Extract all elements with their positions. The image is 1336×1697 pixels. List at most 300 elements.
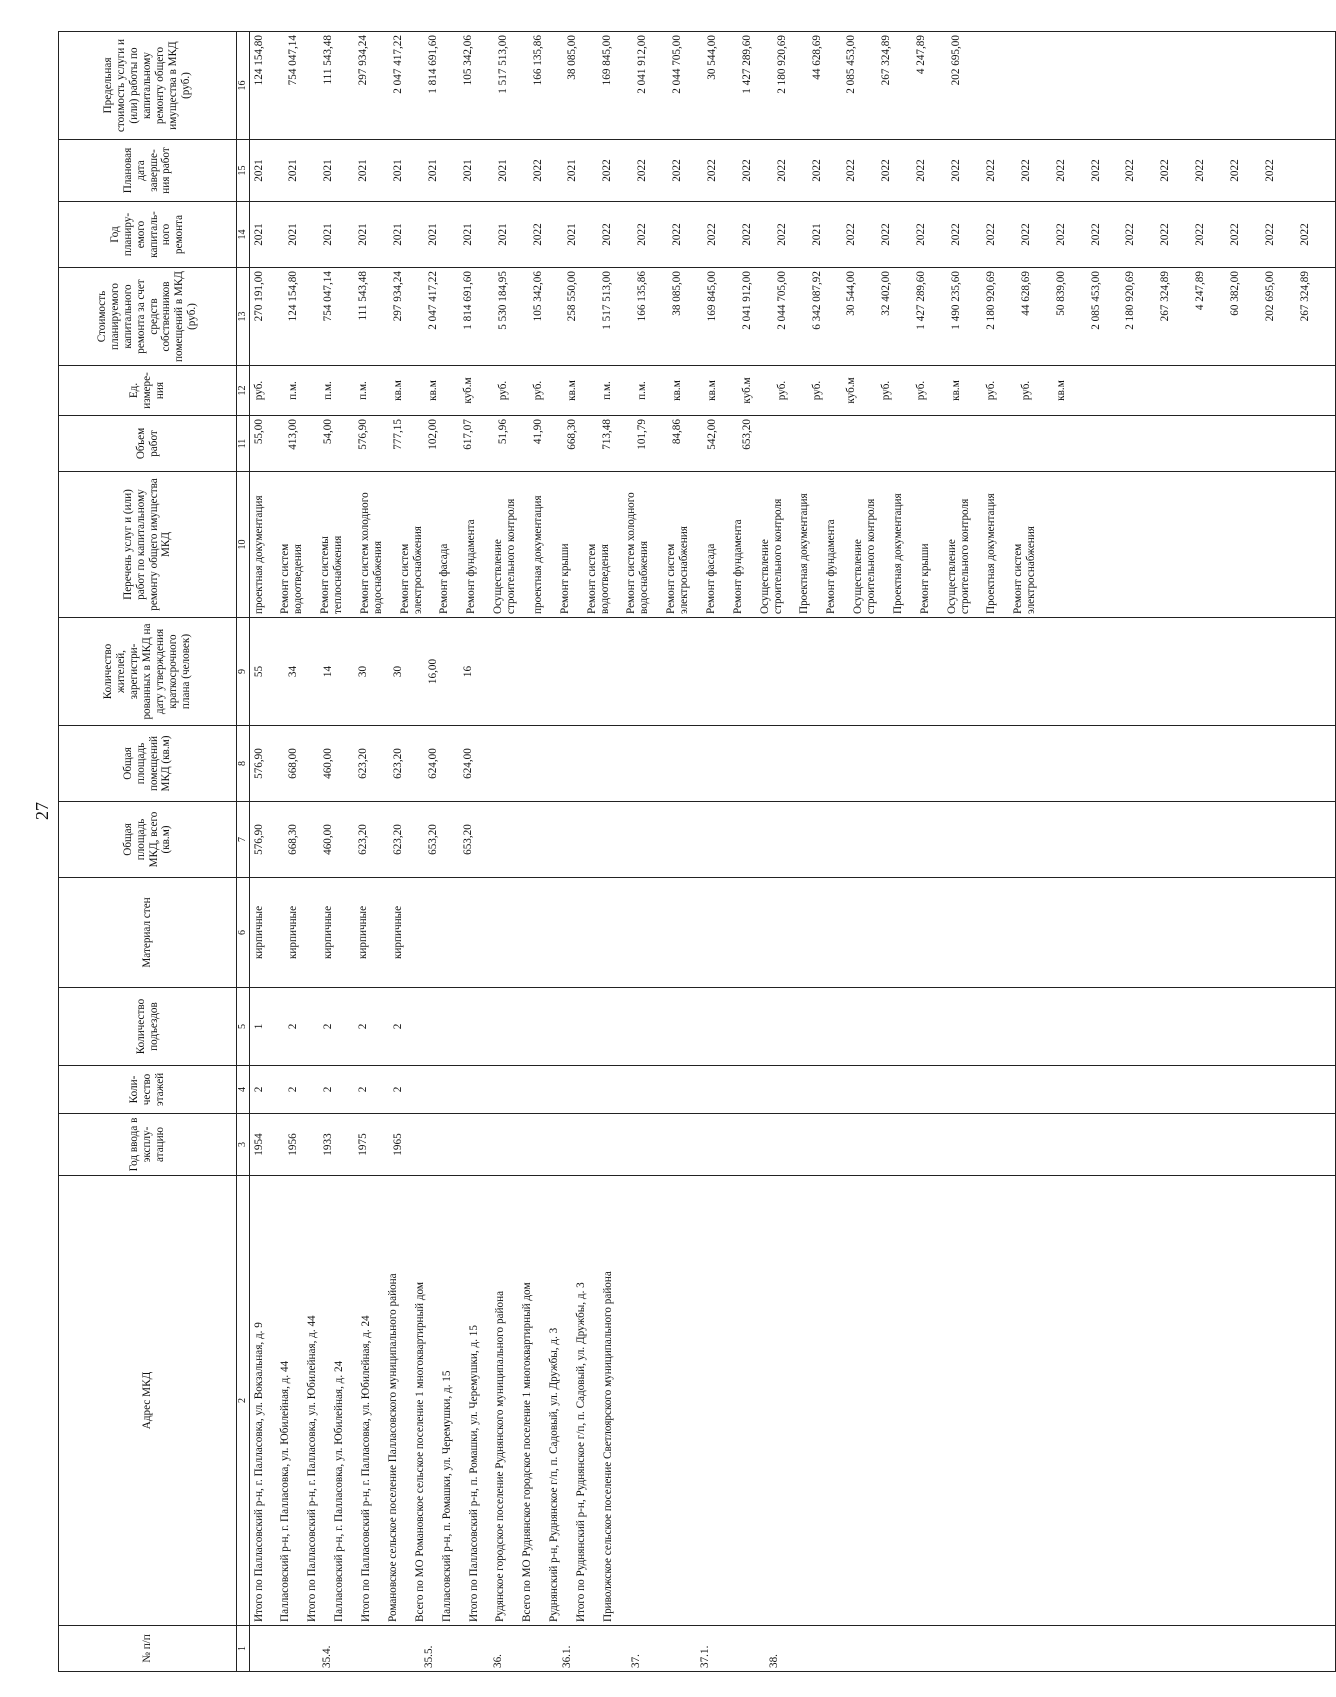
cell-value: 2022: [636, 223, 649, 246]
cell-value: 35.5.: [423, 1645, 436, 1668]
cell-value: Итого по Палласовский р-н, г. Палласовка, ул. Юбилейная, д. 24: [360, 1315, 372, 1622]
cell-value: 2022: [1124, 159, 1137, 182]
cell-value: 653,20: [461, 824, 474, 855]
column-number: 9: [237, 618, 250, 726]
cell-value: 35.4.: [320, 1645, 333, 1668]
cost-column: [249, 268, 1335, 366]
cell-value: 623,20: [392, 824, 404, 855]
cell-value: 37.1.: [698, 1645, 711, 1668]
cell-value: 34: [287, 665, 300, 678]
cell-value: 297 934,24: [392, 271, 404, 322]
premises-area-column: [249, 726, 1335, 802]
cell-value: 2022: [810, 159, 823, 182]
cell-value: Приволжское сельское поселение Светлоярского муниципального района: [601, 1271, 614, 1622]
cell-value: 202 695,00: [1263, 271, 1276, 322]
cell-value: [458, 1629, 470, 1668]
column-number: 14: [237, 202, 250, 268]
cell-value: 2: [322, 1086, 335, 1093]
cell-value: 623,20: [357, 748, 370, 779]
cell-value: 41,90: [531, 419, 544, 445]
cell-value: 2022: [740, 223, 753, 246]
cell-value: 2022: [775, 223, 788, 246]
cell-value: 2022: [531, 159, 544, 182]
cell-value: Романовское сельское поселение Палласовского муниципального района: [386, 1273, 399, 1622]
cell-value: Ремонт фасада: [438, 543, 451, 614]
cell-value: 623,20: [392, 748, 404, 779]
cell-value: 576,90: [357, 419, 370, 450]
cell-value: 2022: [880, 223, 893, 246]
entrances-column: [249, 988, 1335, 1066]
column-number-row: [237, 32, 250, 1672]
cell-value: 542,00: [705, 419, 718, 450]
cell-value: кирпичные: [392, 905, 404, 960]
cell-value: 258 550,00: [566, 271, 579, 322]
cell-value: руб.: [775, 380, 788, 401]
total-area-column: [249, 802, 1335, 878]
cell-value: 111 543,48: [357, 271, 370, 321]
cell-value: кв.м: [671, 380, 683, 401]
cell-value: 4 247,89: [1194, 271, 1207, 311]
cell-value: Ремонт фасада: [704, 543, 717, 614]
cell-value: кв.м: [705, 380, 718, 401]
cell-value: 2022: [1159, 159, 1172, 182]
cell-value: 624,00: [461, 748, 474, 779]
cell-value: 1 427 289,60: [915, 271, 928, 330]
cell-value: 267 324,89: [1159, 271, 1172, 322]
cell-value: 2022: [740, 159, 753, 182]
cell-value: 460,00: [322, 824, 335, 855]
table-body-row: [249, 32, 1335, 1672]
cell-value: 44 628,69: [810, 35, 823, 80]
completion-date-column: [249, 140, 1335, 202]
cell-value: 5 530 184,95: [496, 271, 509, 330]
cell-value: 1 814 691,60: [461, 271, 474, 330]
cell-value: 1 490 235,60: [950, 271, 962, 330]
cell-value: Осуществление строительного контроля: [852, 498, 877, 614]
cell-value: Осуществление строительного контроля: [758, 498, 784, 614]
cell-value: 1 427 289,60: [740, 35, 753, 94]
cell-value: 2021: [392, 159, 404, 182]
cell-value: 1 517 513,00: [496, 35, 509, 94]
cell-value: 713,48: [601, 419, 614, 450]
cell-value: Ремонт систем электроснабжения: [665, 526, 690, 614]
cell-value: [665, 1629, 677, 1668]
cell-value: 2 044 705,00: [775, 271, 788, 330]
cell-value: 2 180 920,69: [1124, 271, 1137, 330]
floors-column: [249, 1066, 1335, 1114]
cell-value: 2021: [426, 159, 439, 182]
cell-value: 2: [287, 1086, 300, 1093]
cell-value: кв.м: [1054, 380, 1067, 401]
cell-value: Палласовский р-н, г. Палласовка, ул. Юбилейная, д. 24: [333, 1360, 346, 1622]
cell-value: 297 934,24: [357, 35, 370, 86]
cell-value: 202 695,00: [950, 35, 962, 86]
cell-value: 102,00: [426, 419, 439, 450]
cell-value: кирпичные: [322, 905, 335, 960]
cell-value: 1975: [357, 1133, 370, 1156]
header-cell: Плановая дата заверше-ния работ: [59, 140, 237, 202]
cell-value: 2022: [671, 159, 683, 182]
cell-value: 2021: [322, 223, 335, 246]
cell-value: куб.м: [740, 377, 753, 404]
cell-value: кв.м: [426, 380, 439, 401]
capital-repair-plan-table-page: [58, 32, 1311, 1672]
cell-value: 2021: [252, 223, 265, 246]
cell-value: 2021: [287, 223, 300, 246]
cell-value: 2022: [1019, 159, 1032, 182]
cell-value: руб.: [880, 380, 893, 401]
cell-value: 38 085,00: [566, 35, 579, 80]
cell-value: 2022: [1019, 223, 1032, 246]
cell-value: 576,90: [252, 748, 265, 779]
cell-value: 2022: [1194, 159, 1207, 182]
cell-value: Итого по Палласовский р-н, г. Палласовка, ул. Вокзальная, д. 9: [252, 1322, 265, 1622]
cell-value: руб.: [496, 380, 509, 401]
header-cell: Адрес МКД: [59, 1176, 237, 1626]
cell-value: 2022: [601, 223, 614, 246]
cell-value: Ремонт систем электроснабжения: [398, 526, 424, 614]
column-number: 12: [237, 366, 250, 416]
cell-value: руб.: [984, 380, 997, 401]
column-number: 5: [237, 988, 250, 1066]
cell-value: кирпичные: [252, 905, 265, 960]
header-cell: Коли-чество этажей: [59, 1066, 237, 1114]
cell-value: 267 324,89: [1298, 271, 1311, 322]
cell-value: 2022: [636, 159, 649, 182]
cell-value: Осуществление строительного контроля: [492, 498, 517, 614]
cell-value: [355, 1629, 367, 1668]
column-number: 1: [237, 1626, 250, 1672]
header-cell: Перечень услуг и (или) работ по капитальному ремонту общего имущества МКД: [59, 472, 237, 618]
cell-value: 2 041 912,00: [740, 271, 753, 330]
cell-value: 754 047,14: [287, 35, 300, 86]
cell-value: [389, 1629, 401, 1668]
cell-value: Ремонт фундамента: [731, 519, 744, 614]
cell-value: 2021: [461, 223, 474, 246]
cell-value: Рудянское городское поселение Руднянского муниципального района: [494, 1290, 507, 1622]
cell-value: 653,20: [740, 419, 753, 450]
cell-value: 2022: [1263, 223, 1276, 246]
cell-value: 2: [392, 1086, 404, 1093]
cell-value: 2022: [915, 159, 928, 182]
cell-value: 2: [252, 1086, 265, 1093]
cell-value: 101,79: [636, 419, 649, 450]
cell-value: 2022: [1054, 223, 1067, 246]
cell-value: 754 047,14: [322, 271, 335, 322]
cell-value: 14: [322, 665, 335, 678]
cell-value: 2022: [984, 159, 997, 182]
cell-value: 51,96: [496, 419, 509, 445]
cell-value: Ремонт фундамента: [465, 519, 478, 614]
cell-value: 1 517 513,00: [601, 271, 614, 330]
cell-value: 124 154,80: [287, 271, 300, 322]
header-cell: Год ввода в эксплу-атацию: [59, 1114, 237, 1176]
cell-value: 623,20: [357, 824, 370, 855]
cell-value: 2021: [252, 159, 265, 182]
cell-value: руб.: [531, 380, 544, 401]
header-cell: Количество подъездов: [59, 988, 237, 1066]
address-column: [249, 1176, 1335, 1626]
cell-value: 2: [392, 1023, 404, 1030]
cell-value: руб.: [810, 380, 823, 401]
cell-value: 2022: [1298, 223, 1311, 246]
cell-value: 2022: [1089, 223, 1102, 246]
header-cell: Ед. измере-ния: [59, 366, 237, 416]
cell-value: 1933: [322, 1133, 335, 1156]
cell-value: кв.м: [566, 380, 579, 401]
cell-value: п.м.: [287, 381, 300, 400]
column-number: 4: [237, 1066, 250, 1114]
cell-value: 124 154,80: [252, 35, 265, 86]
page-number: 27: [32, 802, 52, 820]
cell-value: 267 324,89: [880, 35, 893, 86]
cell-value: 4 247,89: [915, 35, 928, 75]
cell-value: 2 085 453,00: [845, 35, 858, 94]
cell-value: Итого по Руднянский р-н, Руднянское г/п, п. Садовый, ул. Дружбы, д. 3: [575, 1282, 587, 1622]
cell-value: [253, 1629, 265, 1668]
cell-value: 1956: [287, 1133, 300, 1156]
cell-value: 2: [322, 1023, 335, 1030]
cell-value: проектная документация: [531, 495, 544, 614]
works-list-column: [249, 472, 1335, 618]
header-cell: Стоимость планируемого капитального ремонта за счет средств собственников помещений в МКД (руб.): [59, 268, 237, 366]
cell-value: 2021: [566, 159, 579, 182]
cell-value: 169 845,00: [601, 35, 614, 86]
cell-value: 166 135,86: [531, 35, 544, 86]
header-cell: Год планиру-емого капиталь-ного ремонта: [59, 202, 237, 268]
cell-value: 653,20: [426, 824, 439, 855]
cell-value: Всего по МО Романовское сельское поселение 1 многоквартирный дом: [413, 1282, 426, 1622]
cell-value: кв.м: [392, 380, 404, 401]
volume-column: [249, 416, 1335, 472]
cell-value: 30: [392, 665, 404, 678]
cell-value: 2021: [566, 223, 579, 246]
wall-material-column: [249, 878, 1335, 988]
cell-value: 16,00: [426, 658, 439, 685]
header-cell: Общая площадь МКД, всего (кв.м): [59, 802, 237, 878]
cell-value: 2021: [357, 159, 370, 182]
cell-value: 30 544,00: [845, 271, 858, 316]
cell-value: 1 814 691,60: [426, 35, 439, 94]
cell-value: 30: [357, 665, 370, 678]
cell-value: 2 047 417,22: [426, 271, 439, 330]
cell-value: 2022: [1229, 223, 1241, 246]
column-number: 11: [237, 416, 250, 472]
cell-value: 84,86: [671, 419, 683, 445]
cell-value: Проектная документация: [891, 493, 904, 614]
header-cell: Общая площадь помещений МКД (кв.м): [59, 726, 237, 802]
cell-value: 6 342 087,92: [810, 271, 823, 330]
cell-value: руб.: [915, 380, 928, 401]
cell-value: 460,00: [322, 748, 335, 779]
cell-value: кв.м: [950, 380, 962, 401]
cell-value: [287, 1629, 299, 1668]
column-number: 16: [237, 32, 250, 140]
cell-value: 2021: [461, 159, 474, 182]
cell-value: 2022: [845, 159, 858, 182]
cell-value: 2 180 920,69: [984, 271, 997, 330]
cell-value: Ремонт систем холодного водоснабжения: [358, 492, 384, 614]
capital-repair-plan-table: [58, 31, 1336, 1672]
cell-value: 668,30: [287, 824, 300, 855]
cell-value: 624,00: [426, 748, 439, 779]
cell-value: 2022: [705, 159, 718, 182]
cell-value: Ремонт фундамента: [825, 519, 838, 614]
cell-value: Ремонт крыши: [918, 543, 931, 614]
column-number: 8: [237, 726, 250, 802]
cell-value: 111 543,48: [322, 35, 335, 85]
cell-value: 2: [357, 1023, 370, 1030]
cell-value: 55: [252, 665, 265, 678]
cell-value: Итого по Палласовский р-н, г. Палласовка, ул. Юбилейная, д. 44: [306, 1315, 319, 1622]
cell-value: 668,30: [566, 419, 579, 450]
cell-value: руб.: [1019, 380, 1032, 401]
cell-value: 2022: [705, 223, 718, 246]
cell-value: [596, 1629, 608, 1668]
cell-value: 55,00: [252, 419, 265, 445]
cell-value: 2022: [1263, 159, 1276, 182]
cell-value: п.м.: [636, 381, 649, 400]
header-cell: Материал стен: [59, 878, 237, 988]
cell-value: 50 839,00: [1054, 271, 1067, 316]
column-number: 15: [237, 140, 250, 202]
cell-value: 2022: [1194, 223, 1207, 246]
cell-value: 413,00: [287, 419, 300, 450]
cell-value: 2022: [1054, 159, 1067, 182]
cell-value: 32 402,00: [880, 271, 893, 316]
cell-value: 54,00: [322, 419, 335, 445]
cell-value: 576,90: [252, 824, 265, 855]
cell-value: Проектная документация: [985, 493, 998, 614]
cell-value: [734, 1629, 746, 1668]
column-number: 13: [237, 268, 250, 366]
cell-value: куб.м: [845, 377, 858, 404]
header-row: [59, 32, 237, 1672]
cell-value: 2021: [496, 159, 509, 182]
cell-value: 2 180 920,69: [775, 35, 788, 94]
cell-value: Ремонт систем электроснабжения: [1012, 526, 1038, 614]
cell-value: 2022: [950, 159, 962, 182]
cell-value: 2022: [775, 159, 788, 182]
column-number: 10: [237, 472, 250, 618]
repair-year-column: [249, 202, 1335, 268]
cell-value: 105 342,06: [461, 35, 474, 86]
cell-value: 36.1.: [561, 1645, 574, 1668]
cell-value: 37.: [630, 1654, 642, 1668]
cell-value: куб.м: [461, 377, 474, 404]
cell-value: 2021: [496, 223, 509, 246]
cell-value: 617,07: [461, 419, 474, 450]
cell-value: 2022: [601, 159, 614, 182]
cell-value: 16: [461, 665, 474, 678]
cell-value: 2022: [1124, 223, 1137, 246]
cell-value: 2021: [357, 223, 370, 246]
cell-value: 1954: [252, 1133, 265, 1156]
cell-value: 2022: [1159, 223, 1172, 246]
column-number: 6: [237, 878, 250, 988]
cell-value: 166 135,86: [636, 271, 649, 322]
cell-value: Ремонт систем водоотведения: [279, 543, 305, 614]
cell-value: 60 382,00: [1229, 271, 1241, 316]
header-cell: Предельная стоимость услуги и (или) работы по капитальному ремонту общего имущества в МКД (руб.): [59, 32, 237, 140]
cell-value: 1: [252, 1023, 265, 1030]
header-cell: № п/п: [59, 1626, 237, 1672]
cell-value: 38.: [767, 1654, 780, 1668]
cell-value: 2022: [915, 223, 928, 246]
cell-value: Ремонт систем холодного водоснабжения: [625, 492, 651, 614]
cell-value: Палласовский р-н, п. Ромашки, ул. Черемушки, д. 15: [440, 1370, 453, 1622]
cell-value: 2022: [671, 223, 683, 246]
cell-value: 2021: [426, 223, 439, 246]
cell-value: 2 047 417,22: [392, 35, 404, 94]
cell-value: 169 845,00: [705, 271, 718, 322]
cell-value: Ремонт систем водоотведения: [585, 543, 611, 614]
column-number: 2: [237, 1176, 250, 1626]
cell-value: 1965: [392, 1133, 404, 1156]
cell-value: 777,15: [392, 419, 404, 450]
cell-value: Всего по МО Руднянское городское поселение 1 многоквартирный дом: [521, 1282, 534, 1622]
cell-value: 2022: [531, 223, 544, 246]
cell-value: кирпичные: [357, 905, 370, 960]
cell-value: 2: [287, 1023, 300, 1030]
cell-value: кирпичные: [287, 905, 300, 960]
cell-value: Осуществление строительного контроля: [945, 498, 971, 614]
header-cell: Количество жителей, зарегистри-рованных в МКД на дату утверждения краткосрочного плана (человек): [59, 618, 237, 726]
cell-value: 2: [357, 1086, 370, 1093]
cell-value: проектная документация: [252, 495, 265, 614]
column-number: 7: [237, 802, 250, 878]
cell-value: 2021: [322, 159, 335, 182]
cell-value: Итого по Палласовский р-н, п. Ромашки, ул. Черемушки, д. 15: [467, 1325, 480, 1622]
cell-value: 2022: [1229, 159, 1241, 182]
cell-value: 2022: [950, 223, 962, 246]
cell-value: 2022: [880, 159, 893, 182]
header-cell: Объем работ: [59, 416, 237, 472]
cell-value: 668,00: [287, 748, 300, 779]
cell-value: 30 544,00: [705, 35, 718, 80]
cell-value: 2 085 453,00: [1089, 271, 1102, 330]
cell-value: 2 044 705,00: [671, 35, 683, 94]
cell-value: руб.: [252, 380, 265, 401]
column-number: 3: [237, 1114, 250, 1176]
cell-value: 36.: [492, 1654, 505, 1668]
cell-value: Палласовский р-н, г. Палласовка, ул. Юбилейная, д. 44: [279, 1360, 292, 1622]
residents-column: [249, 618, 1335, 726]
cell-value: 105 342,06: [531, 271, 544, 322]
cell-value: Ремонт крыши: [558, 543, 571, 614]
cell-value: 2021: [810, 223, 823, 246]
cell-value: [527, 1629, 539, 1668]
cell-value: п.м.: [322, 381, 335, 400]
max-cost-column: [249, 32, 1335, 140]
cell-value: 2021: [287, 159, 300, 182]
cell-value: 2022: [1089, 159, 1102, 182]
cell-value: 2022: [984, 223, 997, 246]
cell-value: п.м.: [601, 381, 614, 400]
item-number-column: [249, 1626, 1335, 1672]
cell-value: 270 191,00: [252, 271, 265, 322]
cell-value: Проектная документация: [798, 493, 811, 614]
cell-value: п.м.: [357, 381, 370, 400]
cell-value: 44 628,69: [1019, 271, 1032, 316]
cell-value: 38 085,00: [671, 271, 683, 316]
cell-value: 2 041 912,00: [636, 35, 649, 94]
year-built-column: [249, 1114, 1335, 1176]
unit-column: [249, 366, 1335, 416]
cell-value: 2021: [392, 223, 404, 246]
cell-value: Ремонт системы теплоснабжения: [319, 535, 344, 614]
cell-value: Руднянский р-н, Руднянское г/п, п. Садовый, ул. Дружбы, д. 3: [548, 1327, 561, 1622]
